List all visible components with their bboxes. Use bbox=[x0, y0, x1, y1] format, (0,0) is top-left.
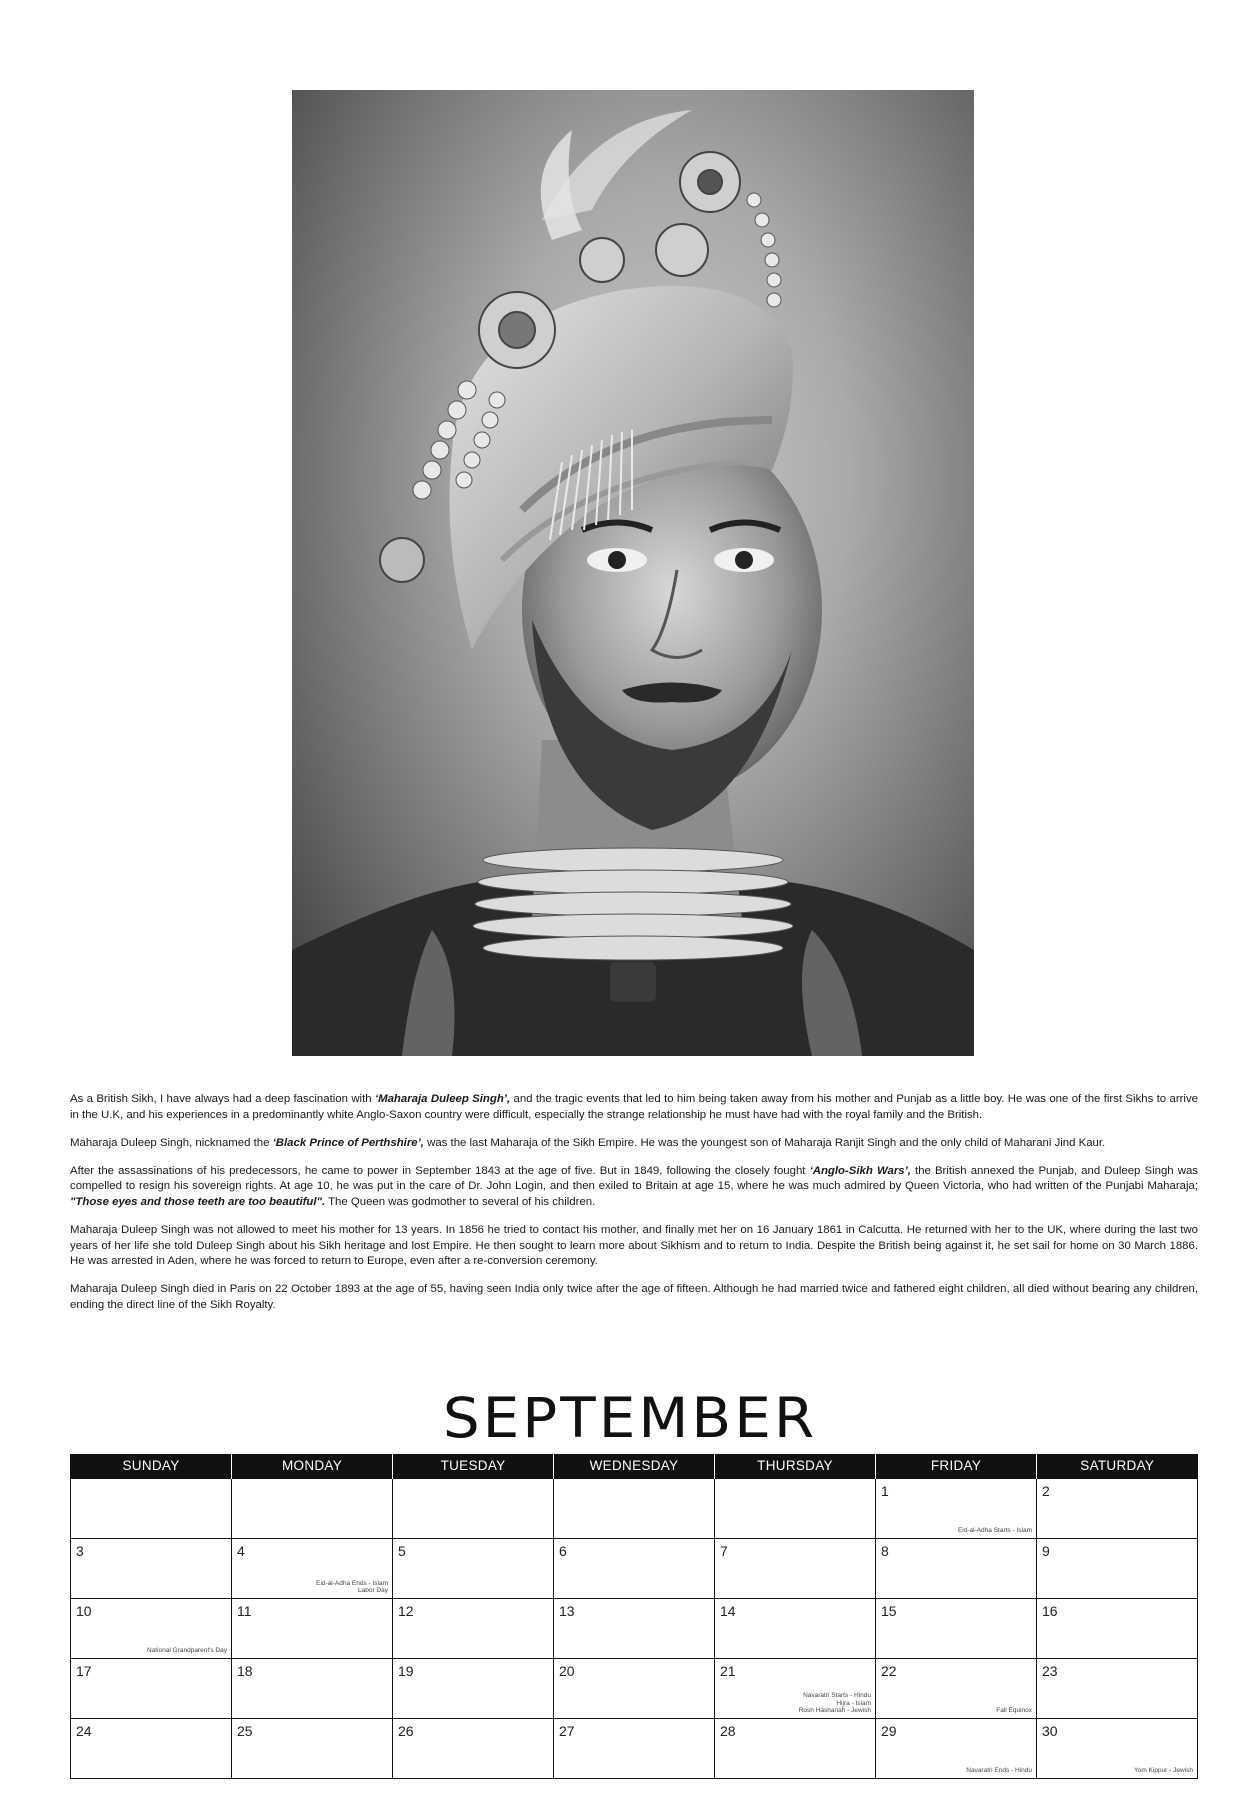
day-number: 26 bbox=[398, 1722, 414, 1739]
event-label: Navaratri Starts - Hindu bbox=[803, 1692, 871, 1699]
portrait-drawing bbox=[292, 90, 974, 1056]
day-cell bbox=[393, 1598, 554, 1658]
weekday-header-row bbox=[71, 1454, 1198, 1478]
day-number: 9 bbox=[1042, 1542, 1050, 1559]
bio-paragraph-5 bbox=[70, 1282, 1198, 1313]
day-number: 7 bbox=[720, 1542, 728, 1559]
day-cell bbox=[876, 1478, 1037, 1538]
day-number: 25 bbox=[237, 1722, 253, 1739]
weekday-friday: FRIDAY bbox=[876, 1454, 1037, 1478]
event-label: Yom Kippur - Jewish bbox=[1133, 1767, 1193, 1774]
week-row bbox=[71, 1718, 1198, 1778]
day-cell bbox=[715, 1598, 876, 1658]
event-label: Rosh Hashanah - Jewish bbox=[798, 1707, 871, 1714]
weekday-saturday: SATURDAY bbox=[1037, 1454, 1198, 1478]
day-cell bbox=[1037, 1478, 1198, 1538]
event-label: Labor Day bbox=[358, 1587, 388, 1594]
day-number: 27 bbox=[559, 1722, 575, 1739]
day-cell bbox=[554, 1598, 715, 1658]
day-cell bbox=[232, 1658, 393, 1718]
day-cell bbox=[876, 1718, 1037, 1778]
weekday-monday: MONDAY bbox=[232, 1454, 393, 1478]
empty-day-cell bbox=[715, 1478, 876, 1538]
day-number: 8 bbox=[881, 1542, 889, 1559]
text-run: As a British Sikh, I have always had a deep fascination with bbox=[70, 1093, 375, 1105]
day-number: 20 bbox=[559, 1662, 575, 1679]
bio-paragraph-2 bbox=[70, 1136, 1198, 1152]
day-number: 22 bbox=[881, 1662, 897, 1679]
day-number: 4 bbox=[237, 1542, 245, 1559]
emphasized-text: ‘Maharaja Duleep Singh’, bbox=[374, 1093, 511, 1105]
day-events bbox=[1134, 1767, 1193, 1775]
day-number: 18 bbox=[237, 1662, 253, 1679]
day-cell bbox=[1037, 1658, 1198, 1718]
emphasized-text: ‘Anglo-Sikh Wars’, bbox=[809, 1164, 911, 1177]
week-row bbox=[71, 1658, 1198, 1718]
day-number: 15 bbox=[881, 1602, 897, 1619]
day-cell bbox=[393, 1718, 554, 1778]
week-row bbox=[71, 1538, 1198, 1598]
text-run: the British annexed the Punjab, and Duleep Singh was compelled to resign his sovereign rights. At age 10, he was put in the care of Dr. John Login, and then exiled to Britain at age 15, where he was much admired by Queen Victoria, who had written of the Punjabi Maharaja; bbox=[70, 1164, 1198, 1193]
day-cell bbox=[232, 1718, 393, 1778]
text-run: Maharaja Duleep Singh, nicknamed the bbox=[70, 1136, 273, 1149]
event-label: Eid-al-Adha Ends - Islam bbox=[316, 1579, 388, 1587]
biography-text bbox=[70, 1092, 1198, 1326]
event-label: Hijra - Islam bbox=[836, 1699, 871, 1707]
day-cell bbox=[554, 1718, 715, 1778]
day-events bbox=[316, 1580, 388, 1595]
day-cell bbox=[715, 1718, 876, 1778]
day-events bbox=[996, 1707, 1032, 1715]
day-number: 10 bbox=[76, 1602, 92, 1619]
day-cell bbox=[393, 1538, 554, 1598]
day-number: 19 bbox=[398, 1662, 414, 1679]
text-run: The Queen was godmother to several of his children. bbox=[325, 1195, 596, 1208]
day-cell bbox=[554, 1658, 715, 1718]
day-number: 13 bbox=[559, 1602, 575, 1619]
day-number: 6 bbox=[559, 1542, 567, 1559]
day-cell bbox=[232, 1538, 393, 1598]
text-run: After the assassinations of his predecessors, he came to power in September 1843 at the age of five. But in 1849, following the closely fought bbox=[70, 1164, 810, 1177]
day-cell bbox=[876, 1658, 1037, 1718]
bio-paragraph-1 bbox=[70, 1092, 1198, 1123]
weekday-tuesday: TUESDAY bbox=[393, 1454, 554, 1478]
weekday-thursday: THURSDAY bbox=[715, 1454, 876, 1478]
day-number: 30 bbox=[1042, 1722, 1058, 1739]
day-number: 1 bbox=[881, 1482, 889, 1499]
weekday-wednesday: WEDNESDAY bbox=[554, 1454, 715, 1478]
empty-day-cell bbox=[232, 1478, 393, 1538]
event-label: Fall Equinox bbox=[996, 1707, 1032, 1714]
emphasized-text: "Those eyes and those teeth are too beautiful". bbox=[70, 1195, 326, 1208]
day-cell bbox=[71, 1538, 232, 1598]
event-label: Eid-al-Adha Starts - Islam bbox=[957, 1527, 1032, 1534]
day-cell bbox=[876, 1538, 1037, 1598]
day-cell bbox=[715, 1658, 876, 1718]
day-number: 24 bbox=[76, 1722, 92, 1739]
day-number: 21 bbox=[720, 1662, 736, 1679]
text-run: was the last Maharaja of the Sikh Empire. He was the youngest son of Maharaja Ranjit Singh and the only child of Maharani Jind Kaur. bbox=[423, 1136, 1106, 1149]
day-events bbox=[958, 1527, 1032, 1535]
day-cell bbox=[715, 1538, 876, 1598]
bio-paragraph-3 bbox=[70, 1164, 1198, 1211]
day-cell bbox=[554, 1538, 715, 1598]
day-number: 29 bbox=[881, 1722, 897, 1739]
day-cell bbox=[1037, 1598, 1198, 1658]
empty-day-cell bbox=[71, 1478, 232, 1538]
day-cell bbox=[393, 1658, 554, 1718]
day-number: 2 bbox=[1042, 1482, 1050, 1499]
day-cell bbox=[1037, 1718, 1198, 1778]
day-number: 11 bbox=[237, 1602, 252, 1619]
day-cell bbox=[876, 1598, 1037, 1658]
day-cell bbox=[71, 1598, 232, 1658]
day-cell bbox=[1037, 1538, 1198, 1598]
text-run: Maharaja Duleep Singh was not allowed to meet his mother for 13 years. In 1856 he tried to contact his mother, and finally met her on 16 January 1861 in Calcutta. He returned with her to the UK, where during the last two years of her life she told Duleep Singh about his Sikh heritage and lost Empire. He then sought to learn more about Sikhism and to return to India. Despite the British being against it, he set sail for home on 30 March 1886. He was arrested in Aden, where he was forced to return to Europe, even after a re-conversion ceremony. bbox=[70, 1224, 1198, 1268]
day-number: 5 bbox=[398, 1542, 406, 1559]
day-number: 23 bbox=[1042, 1662, 1058, 1679]
event-label: Navaratri Ends - Hindu bbox=[966, 1767, 1032, 1774]
day-number: 3 bbox=[76, 1542, 84, 1559]
day-events bbox=[799, 1692, 871, 1715]
calendar-grid bbox=[70, 1454, 1198, 1779]
day-number: 12 bbox=[398, 1602, 414, 1619]
weekday-sunday: SUNDAY bbox=[71, 1454, 232, 1478]
empty-day-cell bbox=[393, 1478, 554, 1538]
day-number: 28 bbox=[720, 1722, 736, 1739]
day-cell bbox=[232, 1598, 393, 1658]
day-number: 16 bbox=[1042, 1602, 1058, 1619]
text-run: Maharaja Duleep Singh died in Paris on 22 October 1893 at the age of 55, having seen India only twice after the age of fifteen. Although he had married twice and fathered eight children, all died without bearing any children, ending the direct line of the Sikh Royalty. bbox=[70, 1283, 1198, 1311]
emphasized-text: ‘Black Prince of Perthshire’, bbox=[272, 1136, 424, 1149]
bio-paragraph-4 bbox=[70, 1223, 1198, 1270]
week-row bbox=[71, 1598, 1198, 1658]
month-title: SEPTEMBER bbox=[442, 1385, 818, 1451]
text-run: and the tragic events that led to him being taken away from his mother and Punjab as a little boy. He was one of the first Sikhs to arrive in the U.K, and his experiences in a predominantly white Anglo-Saxon country were difficult, especially the strange relationship he must have had with the royal family and the British. bbox=[70, 1093, 1198, 1121]
empty-day-cell bbox=[554, 1478, 715, 1538]
day-cell bbox=[71, 1658, 232, 1718]
day-events bbox=[147, 1647, 227, 1655]
week-row bbox=[71, 1478, 1198, 1538]
day-cell bbox=[71, 1718, 232, 1778]
day-number: 14 bbox=[720, 1602, 736, 1619]
day-number: 17 bbox=[76, 1662, 92, 1679]
event-label: National Grandparent's Day bbox=[146, 1647, 227, 1654]
day-events bbox=[966, 1767, 1032, 1775]
